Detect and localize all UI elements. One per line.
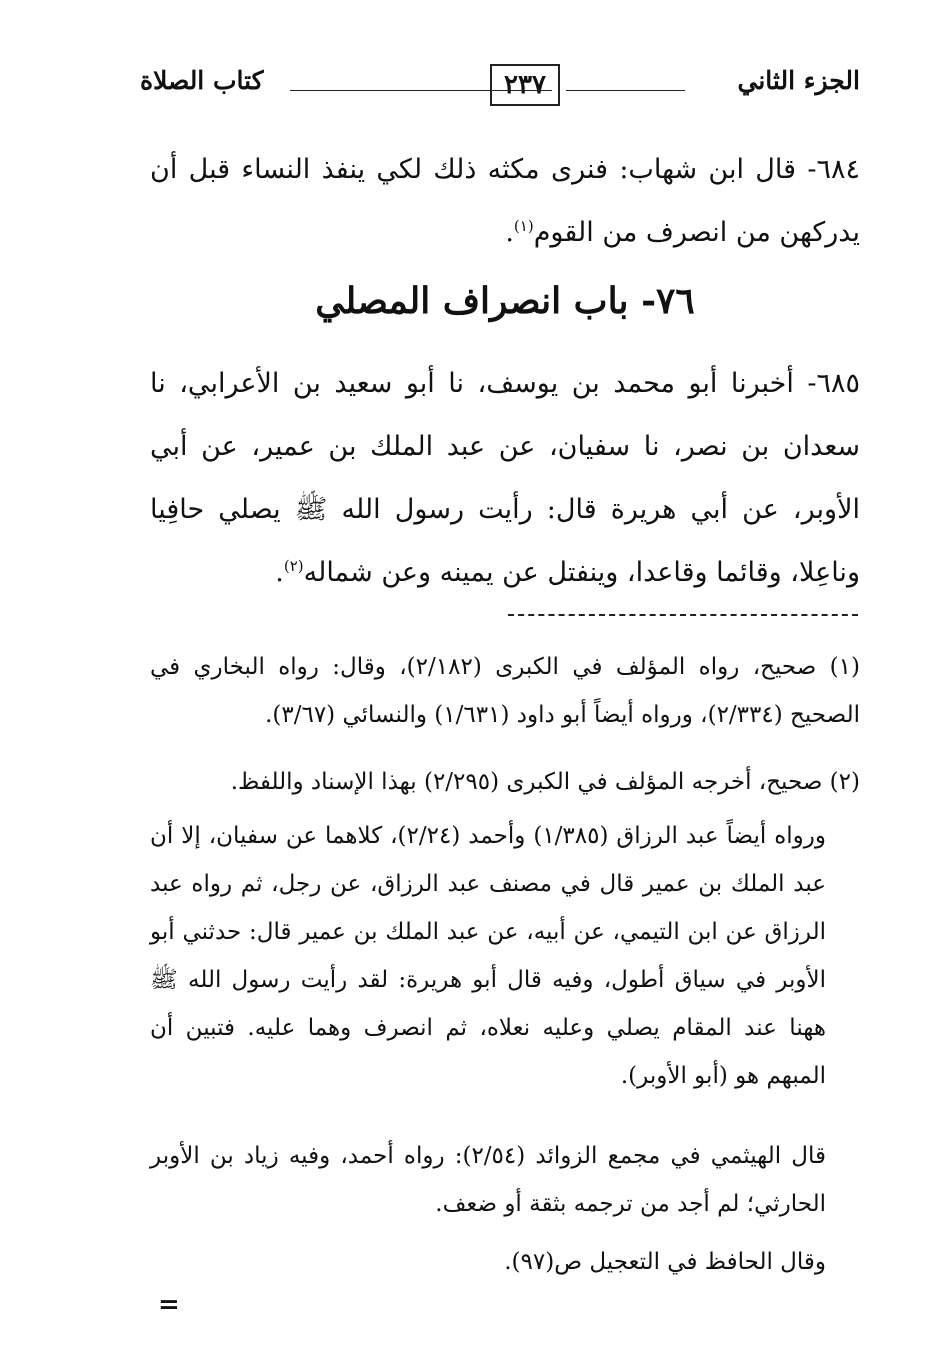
footnote-ref-2: (٢) — [283, 557, 304, 575]
page-number: ٢٣٧ — [490, 64, 560, 106]
header-book: كتاب الصلاة — [140, 66, 264, 95]
footnote-2: (٢) صحيح، أخرجه المؤلف في الكبرى (٢/٢٩٥) بهذا الإسناد واللفظ. — [230, 769, 860, 795]
header-part: الجزء الثاني — [737, 66, 860, 95]
footnote-2-paragraph-4: وقال الحافظ في التعجيل ص(٩٧). — [504, 1249, 826, 1275]
hadith-684 — [150, 138, 860, 264]
header-rule-left — [290, 90, 552, 91]
hadith-684-text: ٦٨٤- قال ابن شهاب: فنرى مكثه ذلك لكي ينفذ النساء قبل أن يدركهن من انصرف من القوم — [150, 154, 860, 248]
hadith-685-text: ٦٨٥- أخبرنا أبو محمد بن يوسف، نا أبو سعيد بن الأعرابي، نا سعدان بن نصر، نا سفيان، عن عبد الملك بن عمير، عن أبي الأوبر، عن أبي هريرة قال: رأيت رسول الله ﷺ يصلي حافِيا وناعِلا، وقائما وقاعدا، وينفتل عن يمينه وعن شماله — [150, 368, 860, 588]
header-rule-right — [566, 90, 685, 91]
hadith-684-end: . — [505, 217, 514, 248]
footnote-1: (١) صحيح، رواه المؤلف في الكبرى (٢/١٨٢)، وقال: رواه البخاري في الصحيح (٢/٣٣٤)، ورواه أيضاً أبو داود (١/٦٣١) والنسائي (٣/٦٧). — [150, 654, 860, 728]
footnote-2-paragraph-2: ورواه أيضاً عبد الرزاق (١/٣٨٥) وأحمد (٢/٢٤)، كلاهما عن سفيان، إلا أن عبد الملك بن عمير قال في مصنف عبد الرزاق، عن رجل، ثم رواه عبد الرزاق عن ابن التيمي، عن أبيه، عن عبد الملك بن عمير قال: حدثني أبو الأوبر في سياق أطول، وفيه قال أبو هريرة: لقد رأيت رسول الله ﷺ ههنا عند المقام يصلي وعليه نعلاه، ثم انصرف وهما عليه. فتبين أن المبهم هو (أبو الأوبر). — [150, 823, 827, 1089]
hadith-685-end: . — [275, 557, 284, 588]
footnote-ref-1: (١) — [513, 217, 534, 235]
footnote-2-paragraph-3: قال الهيثمي في مجمع الزوائد (٢/٥٤): رواه أحمد، وفيه زياد بن الأوبر الحارثي؛ لم أجد من ترجمه بثقة أو ضعف. — [150, 1143, 826, 1217]
hadith-685 — [150, 352, 860, 604]
footnote-separator — [508, 614, 858, 616]
page-header — [140, 58, 860, 108]
chapter-title: ٧٦- باب انصراف المصلي — [315, 280, 695, 322]
continuation-mark: = — [158, 1290, 180, 1320]
